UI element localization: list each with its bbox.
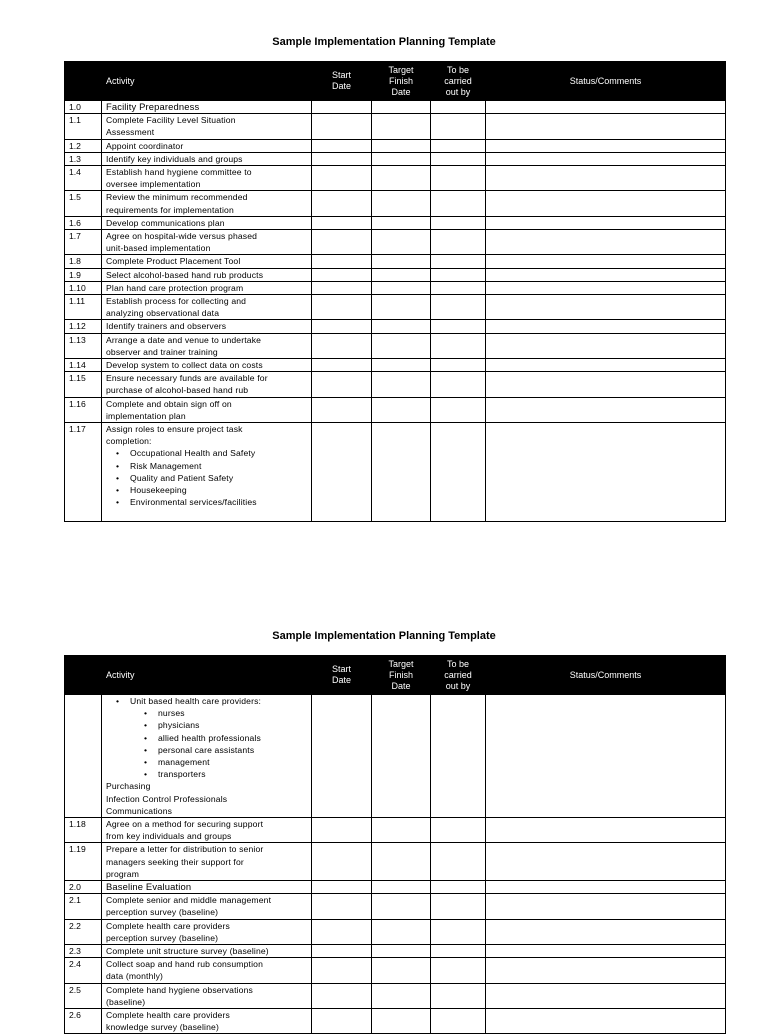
bullet-item: • Environmental services/facilities xyxy=(130,496,307,508)
start-date-cell[interactable] xyxy=(312,101,372,114)
row-activity xyxy=(102,139,312,152)
table-row xyxy=(65,1009,726,1034)
table-row xyxy=(65,958,726,983)
status-comments-cell[interactable] xyxy=(486,191,726,216)
activity-line: Complete health care providers xyxy=(106,920,230,931)
row-activity xyxy=(102,295,312,320)
status-comments-cell[interactable] xyxy=(486,958,726,983)
carried-out-by-cell[interactable] xyxy=(431,320,486,333)
start-date-cell[interactable] xyxy=(312,295,372,320)
activity-line: Identify trainers and observers xyxy=(106,321,227,332)
row-number: 2.0 xyxy=(65,881,102,894)
start-date-cell[interactable] xyxy=(312,268,372,281)
target-finish-date-cell[interactable] xyxy=(372,152,431,165)
target-finish-date-cell[interactable] xyxy=(372,139,431,152)
activity-line: Infection Control Professionals xyxy=(106,793,228,804)
row-activity xyxy=(102,423,312,521)
table-row xyxy=(65,268,726,281)
carried-out-by-cell[interactable] xyxy=(431,230,486,255)
table-row xyxy=(65,397,726,422)
target-finish-date-cell[interactable] xyxy=(372,268,431,281)
row-activity xyxy=(102,320,312,333)
carried-out-by-cell[interactable] xyxy=(431,695,486,818)
activity-line: Develop system to collect data on costs xyxy=(106,360,263,371)
start-date-cell[interactable] xyxy=(312,255,372,268)
start-date-cell[interactable] xyxy=(312,423,372,521)
table-row xyxy=(65,166,726,191)
status-comments-cell[interactable] xyxy=(486,152,726,165)
activity-line: Facility Preparedness xyxy=(106,101,200,112)
target-finish-date-cell[interactable] xyxy=(372,423,431,521)
table-row xyxy=(65,230,726,255)
table-row xyxy=(65,255,726,268)
status-comments-cell[interactable] xyxy=(486,333,726,358)
header-status-comments: Status/Comments xyxy=(486,62,726,101)
carried-out-by-cell[interactable] xyxy=(431,894,486,919)
carried-out-by-cell[interactable] xyxy=(431,818,486,843)
carried-out-by-cell[interactable] xyxy=(431,397,486,422)
row-number: 2.1 xyxy=(65,894,102,919)
table-row xyxy=(65,101,726,114)
row-number: 1.19 xyxy=(65,843,102,881)
target-finish-date-cell[interactable] xyxy=(372,114,431,139)
row-number: 1.2 xyxy=(65,139,102,152)
header-number xyxy=(65,62,102,101)
row-activity xyxy=(102,397,312,422)
start-date-cell[interactable] xyxy=(312,695,372,818)
row-number: 1.0 xyxy=(65,101,102,114)
activity-line: Baseline Evaluation xyxy=(106,881,192,893)
target-finish-date-cell[interactable] xyxy=(372,958,431,983)
target-finish-date-cell[interactable] xyxy=(372,320,431,333)
target-finish-date-cell[interactable] xyxy=(372,333,431,358)
carried-out-by-cell[interactable] xyxy=(431,216,486,229)
row-number: 1.11 xyxy=(65,295,102,320)
row-number: 1.17 xyxy=(65,423,102,521)
activity-line: Ensure necessary funds are available for xyxy=(106,373,268,384)
target-finish-date-cell[interactable] xyxy=(372,359,431,372)
status-comments-cell[interactable] xyxy=(486,983,726,1008)
row-number: 1.12 xyxy=(65,320,102,333)
activity-line: Complete hand hygiene observations xyxy=(106,984,253,995)
start-date-cell[interactable] xyxy=(312,894,372,919)
status-comments-cell[interactable] xyxy=(486,281,726,294)
row-activity xyxy=(102,695,312,818)
start-date-cell[interactable] xyxy=(312,320,372,333)
status-comments-cell[interactable] xyxy=(486,359,726,372)
carried-out-by-cell[interactable] xyxy=(431,881,486,894)
carried-out-by-cell[interactable] xyxy=(431,281,486,294)
row-activity xyxy=(102,114,312,139)
row-activity xyxy=(102,894,312,919)
bullet-item: • Unit based health care providers: xyxy=(130,695,307,707)
activity-line: completion: xyxy=(106,436,152,447)
activity-line: purchase of alcohol-based hand rub xyxy=(106,385,249,396)
carried-out-by-cell[interactable] xyxy=(431,139,486,152)
carried-out-by-cell[interactable] xyxy=(431,255,486,268)
row-activity xyxy=(102,191,312,216)
header-status-comments: Status/Comments xyxy=(486,656,726,695)
header-activity: Activity xyxy=(102,656,312,695)
start-date-cell[interactable] xyxy=(312,881,372,894)
activity-line: Collect soap and hand rub consumption xyxy=(106,959,263,970)
start-date-cell[interactable] xyxy=(312,843,372,881)
table-row xyxy=(65,152,726,165)
row-number: 2.6 xyxy=(65,1009,102,1034)
row-activity xyxy=(102,881,312,894)
activity-line: Complete and obtain sign off on xyxy=(106,398,232,409)
carried-out-by-cell[interactable] xyxy=(431,359,486,372)
carried-out-by-cell[interactable] xyxy=(431,919,486,944)
header-carried-out-by: To be carried out by xyxy=(431,62,486,101)
activity-line: Complete health care providers xyxy=(106,1010,230,1021)
activity-line: Review the minimum recommended xyxy=(106,192,248,203)
start-date-cell[interactable] xyxy=(312,372,372,397)
table-row xyxy=(65,359,726,372)
sub-bullet-item: • physicians xyxy=(158,719,307,731)
bullet-item: • Housekeeping xyxy=(130,484,307,496)
target-finish-date-cell[interactable] xyxy=(372,372,431,397)
target-finish-date-cell[interactable] xyxy=(372,843,431,881)
table-row xyxy=(65,295,726,320)
row-activity xyxy=(102,268,312,281)
carried-out-by-cell[interactable] xyxy=(431,983,486,1008)
carried-out-by-cell[interactable] xyxy=(431,101,486,114)
status-comments-cell[interactable] xyxy=(486,881,726,894)
start-date-cell[interactable] xyxy=(312,359,372,372)
table-row xyxy=(65,919,726,944)
table-row xyxy=(65,881,726,894)
activity-line: Establish process for collecting and xyxy=(106,296,247,307)
header-carried-out-by: To be carried out by xyxy=(431,656,486,695)
row-activity xyxy=(102,958,312,983)
activity-line: requirements for implementation xyxy=(106,204,234,215)
activity-line: implementation plan xyxy=(106,410,186,421)
row-number: 2.2 xyxy=(65,919,102,944)
header-activity: Activity xyxy=(102,62,312,101)
header-start-date: Start Date xyxy=(312,62,372,101)
table-row xyxy=(65,216,726,229)
target-finish-date-cell[interactable] xyxy=(372,230,431,255)
carried-out-by-cell[interactable] xyxy=(431,958,486,983)
status-comments-cell[interactable] xyxy=(486,1009,726,1034)
activity-line: Identify key individuals and groups xyxy=(106,153,243,164)
activity-line: managers seeking their support for xyxy=(106,856,244,867)
carried-out-by-cell[interactable] xyxy=(431,114,486,139)
bullet-item: • Quality and Patient Safety xyxy=(130,472,307,484)
row-number: 1.14 xyxy=(65,359,102,372)
target-finish-date-cell[interactable] xyxy=(372,166,431,191)
status-comments-cell[interactable] xyxy=(486,843,726,881)
start-date-cell[interactable] xyxy=(312,958,372,983)
row-number: 1.10 xyxy=(65,281,102,294)
row-number: 1.18 xyxy=(65,818,102,843)
status-comments-cell[interactable] xyxy=(486,397,726,422)
target-finish-date-cell[interactable] xyxy=(372,881,431,894)
carried-out-by-cell[interactable] xyxy=(431,166,486,191)
status-comments-cell[interactable] xyxy=(486,919,726,944)
table-row xyxy=(65,894,726,919)
row-number: 2.5 xyxy=(65,983,102,1008)
table-row xyxy=(65,114,726,139)
status-comments-cell[interactable] xyxy=(486,894,726,919)
start-date-cell[interactable] xyxy=(312,216,372,229)
target-finish-date-cell[interactable] xyxy=(372,295,431,320)
carried-out-by-cell[interactable] xyxy=(431,152,486,165)
table-row xyxy=(65,945,726,958)
table-header-row xyxy=(65,656,726,695)
target-finish-date-cell[interactable] xyxy=(372,919,431,944)
status-comments-cell[interactable] xyxy=(486,216,726,229)
status-comments-cell[interactable] xyxy=(486,695,726,818)
start-date-cell[interactable] xyxy=(312,166,372,191)
row-activity xyxy=(102,843,312,881)
start-date-cell[interactable] xyxy=(312,919,372,944)
table-row xyxy=(65,818,726,843)
carried-out-by-cell[interactable] xyxy=(431,295,486,320)
row-activity xyxy=(102,983,312,1008)
activity-line: Establish hand hygiene committee to xyxy=(106,167,252,178)
row-number: 1.7 xyxy=(65,230,102,255)
table-row xyxy=(65,843,726,881)
activity-line: Assessment xyxy=(106,127,155,138)
status-comments-cell[interactable] xyxy=(486,268,726,281)
row-activity xyxy=(102,152,312,165)
table-row xyxy=(65,281,726,294)
activity-line: Agree on a method for securing support xyxy=(106,819,264,830)
carried-out-by-cell[interactable] xyxy=(431,843,486,881)
header-target-finish-date: Target Finish Date xyxy=(372,656,431,695)
status-comments-cell[interactable] xyxy=(486,945,726,958)
row-activity xyxy=(102,255,312,268)
table-row xyxy=(65,983,726,1008)
planning-table-2 xyxy=(64,655,726,1034)
activity-line: Purchasing xyxy=(106,781,151,792)
activity-line: Assign roles to ensure project task xyxy=(106,424,243,435)
target-finish-date-cell[interactable] xyxy=(372,216,431,229)
sub-bullet-item: • transporters xyxy=(158,768,307,780)
row-activity xyxy=(102,281,312,294)
header-number xyxy=(65,656,102,695)
row-activity xyxy=(102,818,312,843)
activity-line: analyzing observational data xyxy=(106,308,220,319)
sub-bullet-item: • management xyxy=(158,756,307,768)
activity-line: Complete Product Placement Tool xyxy=(106,256,241,267)
row-activity xyxy=(102,919,312,944)
activity-line: Select alcohol-based hand rub products xyxy=(106,269,264,280)
start-date-cell[interactable] xyxy=(312,945,372,958)
table-row xyxy=(65,423,726,521)
activity-line: from key individuals and groups xyxy=(106,831,232,842)
carried-out-by-cell[interactable] xyxy=(431,423,486,521)
activity-line: Complete senior and middle management xyxy=(106,895,272,906)
sub-bullet-item: • personal care assistants xyxy=(158,744,307,756)
target-finish-date-cell[interactable] xyxy=(372,255,431,268)
activity-line: Prepare a letter for distribution to senior xyxy=(106,844,264,855)
row-activity xyxy=(102,101,312,114)
target-finish-date-cell[interactable] xyxy=(372,191,431,216)
status-comments-cell[interactable] xyxy=(486,166,726,191)
row-activity xyxy=(102,945,312,958)
sub-bullet-item: • allied health professionals xyxy=(158,732,307,744)
target-finish-date-cell[interactable] xyxy=(372,1009,431,1034)
table-header-row xyxy=(65,62,726,101)
table-row xyxy=(65,320,726,333)
row-activity xyxy=(102,333,312,358)
row-number: 1.4 xyxy=(65,166,102,191)
activity-line: program xyxy=(106,868,140,879)
status-comments-cell[interactable] xyxy=(486,101,726,114)
row-number: 1.9 xyxy=(65,268,102,281)
row-activity xyxy=(102,166,312,191)
start-date-cell[interactable] xyxy=(312,1009,372,1034)
row-number: 1.8 xyxy=(65,255,102,268)
activity-line: Agree on hospital-wide versus phased xyxy=(106,231,258,242)
status-comments-cell[interactable] xyxy=(486,230,726,255)
bullet-item: • Risk Management xyxy=(130,460,307,472)
activity-line: Plan hand care protection program xyxy=(106,282,244,293)
target-finish-date-cell[interactable] xyxy=(372,695,431,818)
header-start-date: Start Date xyxy=(312,656,372,695)
activity-line: Arrange a date and venue to undertake xyxy=(106,334,262,345)
start-date-cell[interactable] xyxy=(312,818,372,843)
target-finish-date-cell[interactable] xyxy=(372,983,431,1008)
carried-out-by-cell[interactable] xyxy=(431,333,486,358)
target-finish-date-cell[interactable] xyxy=(372,101,431,114)
activity-line: knowledge survey (baseline) xyxy=(106,1022,219,1033)
carried-out-by-cell[interactable] xyxy=(431,945,486,958)
page-title-1: Sample Implementation Planning Template xyxy=(272,36,496,48)
activity-line: Complete unit structure survey (baseline) xyxy=(106,946,269,957)
start-date-cell[interactable] xyxy=(312,230,372,255)
target-finish-date-cell[interactable] xyxy=(372,945,431,958)
table-row xyxy=(65,139,726,152)
row-activity xyxy=(102,372,312,397)
start-date-cell[interactable] xyxy=(312,139,372,152)
table-row xyxy=(65,191,726,216)
status-comments-cell[interactable] xyxy=(486,423,726,521)
bullet-item: • Occupational Health and Safety xyxy=(130,447,307,459)
table-row xyxy=(65,372,726,397)
activity-line: unit-based implementation xyxy=(106,243,211,254)
page-title-2: Sample Implementation Planning Template xyxy=(272,630,496,642)
carried-out-by-cell[interactable] xyxy=(431,1009,486,1034)
start-date-cell[interactable] xyxy=(312,983,372,1008)
status-comments-cell[interactable] xyxy=(486,295,726,320)
row-activity xyxy=(102,359,312,372)
row-number: 1.3 xyxy=(65,152,102,165)
start-date-cell[interactable] xyxy=(312,333,372,358)
activity-line: Develop communications plan xyxy=(106,217,225,228)
row-number: 1.1 xyxy=(65,114,102,139)
row-number: 2.3 xyxy=(65,945,102,958)
row-number xyxy=(65,695,102,818)
row-activity xyxy=(102,216,312,229)
start-date-cell[interactable] xyxy=(312,191,372,216)
table-row xyxy=(65,695,726,818)
sub-bullet-item: • nurses xyxy=(158,707,307,719)
activity-line: (baseline) xyxy=(106,996,146,1007)
header-target-finish-date: Target Finish Date xyxy=(372,62,431,101)
carried-out-by-cell[interactable] xyxy=(431,191,486,216)
activity-line: Appoint coordinator xyxy=(106,140,184,151)
status-comments-cell[interactable] xyxy=(486,372,726,397)
status-comments-cell[interactable] xyxy=(486,255,726,268)
table-row xyxy=(65,333,726,358)
row-number: 1.16 xyxy=(65,397,102,422)
activity-line: perception survey (baseline) xyxy=(106,907,219,918)
row-activity xyxy=(102,1009,312,1034)
target-finish-date-cell[interactable] xyxy=(372,818,431,843)
activity-line: Communications xyxy=(106,805,173,816)
activity-line: oversee implementation xyxy=(106,179,201,190)
row-number: 2.4 xyxy=(65,958,102,983)
row-number: 1.15 xyxy=(65,372,102,397)
planning-table-1 xyxy=(64,61,726,522)
status-comments-cell[interactable] xyxy=(486,139,726,152)
status-comments-cell[interactable] xyxy=(486,818,726,843)
row-number: 1.6 xyxy=(65,216,102,229)
target-finish-date-cell[interactable] xyxy=(372,397,431,422)
activity-line: observer and trainer training xyxy=(106,346,218,357)
row-number: 1.5 xyxy=(65,191,102,216)
carried-out-by-cell[interactable] xyxy=(431,372,486,397)
activity-line: Complete Facility Level Situation xyxy=(106,115,236,126)
carried-out-by-cell[interactable] xyxy=(431,268,486,281)
start-date-cell[interactable] xyxy=(312,114,372,139)
status-comments-cell[interactable] xyxy=(486,114,726,139)
target-finish-date-cell[interactable] xyxy=(372,281,431,294)
target-finish-date-cell[interactable] xyxy=(372,894,431,919)
status-comments-cell[interactable] xyxy=(486,320,726,333)
start-date-cell[interactable] xyxy=(312,397,372,422)
activity-line: perception survey (baseline) xyxy=(106,932,219,943)
row-number: 1.13 xyxy=(65,333,102,358)
start-date-cell[interactable] xyxy=(312,152,372,165)
activity-line: data (monthly) xyxy=(106,971,164,982)
row-activity xyxy=(102,230,312,255)
start-date-cell[interactable] xyxy=(312,281,372,294)
